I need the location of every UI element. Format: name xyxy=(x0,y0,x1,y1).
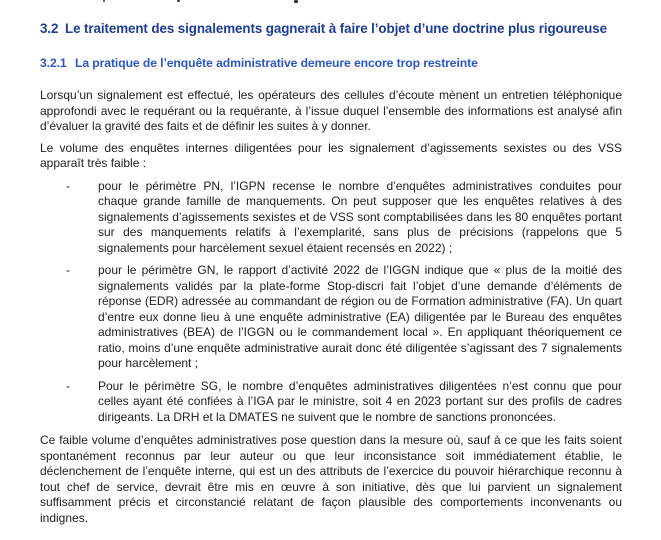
section-number: 3.2 xyxy=(40,21,59,36)
subsection-number: 3.2.1 xyxy=(40,56,67,70)
paragraph-volume: Le volume des enquêtes internes diligentées pour les signalement d’agissements sexistes ou des VSS apparaît très faible : xyxy=(40,140,622,170)
bullet-marker: - xyxy=(66,263,70,277)
bullet-list xyxy=(40,179,622,426)
subsection-title: La pratique de l’enquête administrative demeure encore trop restreinte xyxy=(75,56,478,70)
list-item xyxy=(40,179,622,257)
bullet-marker: - xyxy=(66,378,70,393)
paragraph-intro: Lorsqu’un signalement est effectué, les opérateurs des cellules d’écoute mènent un entretien téléphonique approfondi avec le requérant ou la requérante, à l’issue duquel l’ensemble des informations est analysé afin d’évaluer la gravité des faits et de définir les suites à y donner. xyxy=(40,88,622,133)
list-item xyxy=(40,263,622,372)
subsection-heading xyxy=(40,56,622,71)
section-title: Le traitement des signalements gagnerait à faire l’objet d’une doctrine plus rigoureuse xyxy=(65,21,607,36)
list-item xyxy=(40,379,622,426)
bullet-marker: - xyxy=(66,178,70,193)
bullet-text-gn: pour le périmètre GN, le rapport d’activité 2022 de l’IGGN indique que « plus de la moitié des signalements validés par la plate-forme Stop-discri fait l’objet d’une demande d’éléments de réponse (EDR) adressée au commandant de région ou de Formation administrative (FA). Un quart d’entre eux donne lieu à une enquête administrative (EA) diligentée par le Bureau des enquêtes administratives (BEA) de l’IGGN ou le commandement local ». En appliquant théoriquement ce ratio, moins d’une enquête administrative aurait donc été diligentée s’agissant des 7 signalements pour harcèlement ; xyxy=(98,263,622,370)
section-heading xyxy=(40,20,622,37)
bullet-text-sg: Pour le périmètre SG, le nombre d’enquêtes administratives diligentées n’est connu que pour celles ayant été confiées à l’IGA par le ministre, soit 4 en 2023 portant sur des profils de cadres dirigeants. La DRH et la DMATES ne suivent que le nombre de sanctions prononcées. xyxy=(98,378,622,424)
page-content xyxy=(40,0,622,526)
paragraph-conclusion: Ce faible volume d’enquêtes administratives pose question dans la mesure où, sauf à ce que les faits soient spontanément reconnus par leur auteur ou que leur inconsistance soit immédiatement établie, le déclenchement de l’enquête interne, qui est un des attributs de l’exercice du pouvoir hiérarchique reconnu à tout chef de service, devrait être mis en œuvre à son initiative, dès que lui parvient un signalement suffisamment précis et circonstancié relatant de façon plausible des comportements inconvenants ou indignes. xyxy=(40,433,622,525)
bullet-text-pn: pour le périmètre PN, l’IGPN recense le nombre d’enquêtes administratives conduites pour chaque grande famille de manquements. On peut supposer que les enquêtes relatives à des signalements d’agissements sexistes et de VSS sont comptabilisées dans les 80 enquêtes portant sur des manquements relatifs à l’exemplarité, sans plus de précisions (rappelons que 5 signalements pour harcèlement sexuel étaient recensés en 2022) ; xyxy=(98,178,622,255)
